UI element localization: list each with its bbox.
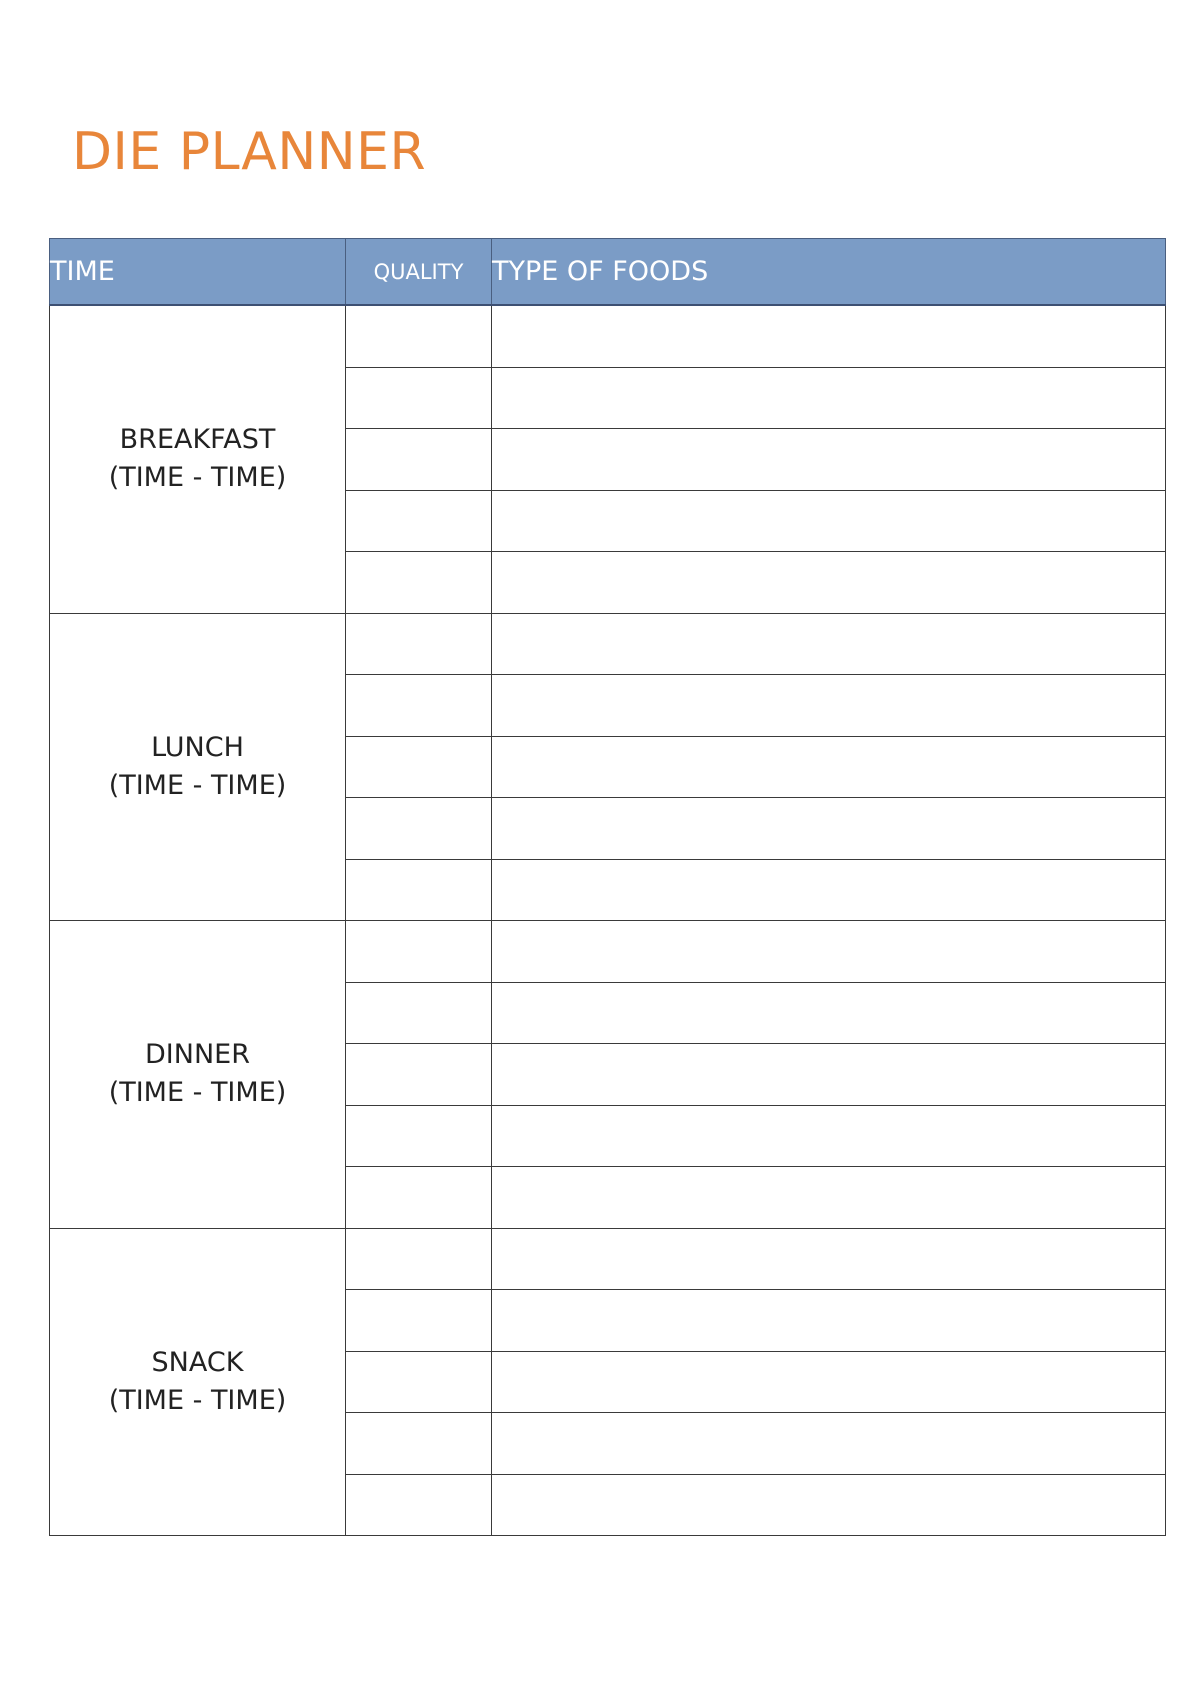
food-cell[interactable] bbox=[492, 1105, 1166, 1167]
quality-column-header: QUALITY bbox=[346, 239, 492, 306]
food-cell[interactable] bbox=[492, 552, 1166, 614]
food-cell[interactable] bbox=[492, 429, 1166, 491]
quality-cell[interactable] bbox=[346, 859, 492, 921]
quality-cell[interactable] bbox=[346, 736, 492, 798]
meal-time-range: (TIME - TIME) bbox=[108, 769, 287, 801]
table-row bbox=[50, 921, 1166, 983]
quality-cell[interactable] bbox=[346, 982, 492, 1044]
quality-cell[interactable] bbox=[346, 429, 492, 491]
food-cell[interactable] bbox=[492, 1351, 1166, 1413]
food-cell[interactable] bbox=[492, 798, 1166, 860]
meal-name: BREAKFAST bbox=[119, 424, 276, 456]
time-column-header: TIME bbox=[50, 239, 346, 306]
header-row bbox=[50, 239, 1166, 306]
quality-cell[interactable] bbox=[346, 921, 492, 983]
quality-cell[interactable] bbox=[346, 1105, 492, 1167]
table-row bbox=[50, 305, 1166, 367]
meal-time-range: (TIME - TIME) bbox=[108, 1077, 287, 1109]
table-row bbox=[50, 1228, 1166, 1290]
quality-cell[interactable] bbox=[346, 1167, 492, 1229]
page-title: DIE PLANNER bbox=[72, 122, 427, 182]
quality-cell[interactable] bbox=[346, 1228, 492, 1290]
quality-cell[interactable] bbox=[346, 798, 492, 860]
food-cell[interactable] bbox=[492, 921, 1166, 983]
type-of-foods-column-header: TYPE OF FOODS bbox=[492, 239, 1166, 306]
food-cell[interactable] bbox=[492, 675, 1166, 737]
meal-time-range: (TIME - TIME) bbox=[108, 1384, 287, 1416]
food-cell[interactable] bbox=[492, 1290, 1166, 1352]
quality-cell[interactable] bbox=[346, 305, 492, 367]
meal-name: LUNCH bbox=[151, 731, 244, 763]
meal-cell-snack bbox=[50, 1228, 346, 1536]
food-cell[interactable] bbox=[492, 859, 1166, 921]
meal-name: DINNER bbox=[145, 1039, 250, 1071]
meal-cell-lunch bbox=[50, 613, 346, 921]
food-cell[interactable] bbox=[492, 1474, 1166, 1536]
food-cell[interactable] bbox=[492, 1228, 1166, 1290]
food-cell[interactable] bbox=[492, 736, 1166, 798]
food-cell[interactable] bbox=[492, 982, 1166, 1044]
food-cell[interactable] bbox=[492, 305, 1166, 367]
food-cell[interactable] bbox=[492, 1167, 1166, 1229]
quality-cell[interactable] bbox=[346, 367, 492, 429]
meal-cell-dinner bbox=[50, 921, 346, 1229]
quality-cell[interactable] bbox=[346, 1044, 492, 1106]
meal-cell-breakfast bbox=[50, 305, 346, 613]
quality-cell[interactable] bbox=[346, 552, 492, 614]
quality-cell[interactable] bbox=[346, 1290, 492, 1352]
quality-cell[interactable] bbox=[346, 675, 492, 737]
meal-time-range: (TIME - TIME) bbox=[108, 462, 287, 494]
food-cell[interactable] bbox=[492, 490, 1166, 552]
table-row bbox=[50, 613, 1166, 675]
meal-name: SNACK bbox=[151, 1346, 244, 1378]
food-cell[interactable] bbox=[492, 1044, 1166, 1106]
food-cell[interactable] bbox=[492, 367, 1166, 429]
food-cell[interactable] bbox=[492, 1413, 1166, 1475]
quality-cell[interactable] bbox=[346, 613, 492, 675]
quality-cell[interactable] bbox=[346, 490, 492, 552]
quality-cell[interactable] bbox=[346, 1351, 492, 1413]
diet-planner-table bbox=[49, 238, 1166, 1536]
food-cell[interactable] bbox=[492, 613, 1166, 675]
quality-cell[interactable] bbox=[346, 1474, 492, 1536]
quality-cell[interactable] bbox=[346, 1413, 492, 1475]
